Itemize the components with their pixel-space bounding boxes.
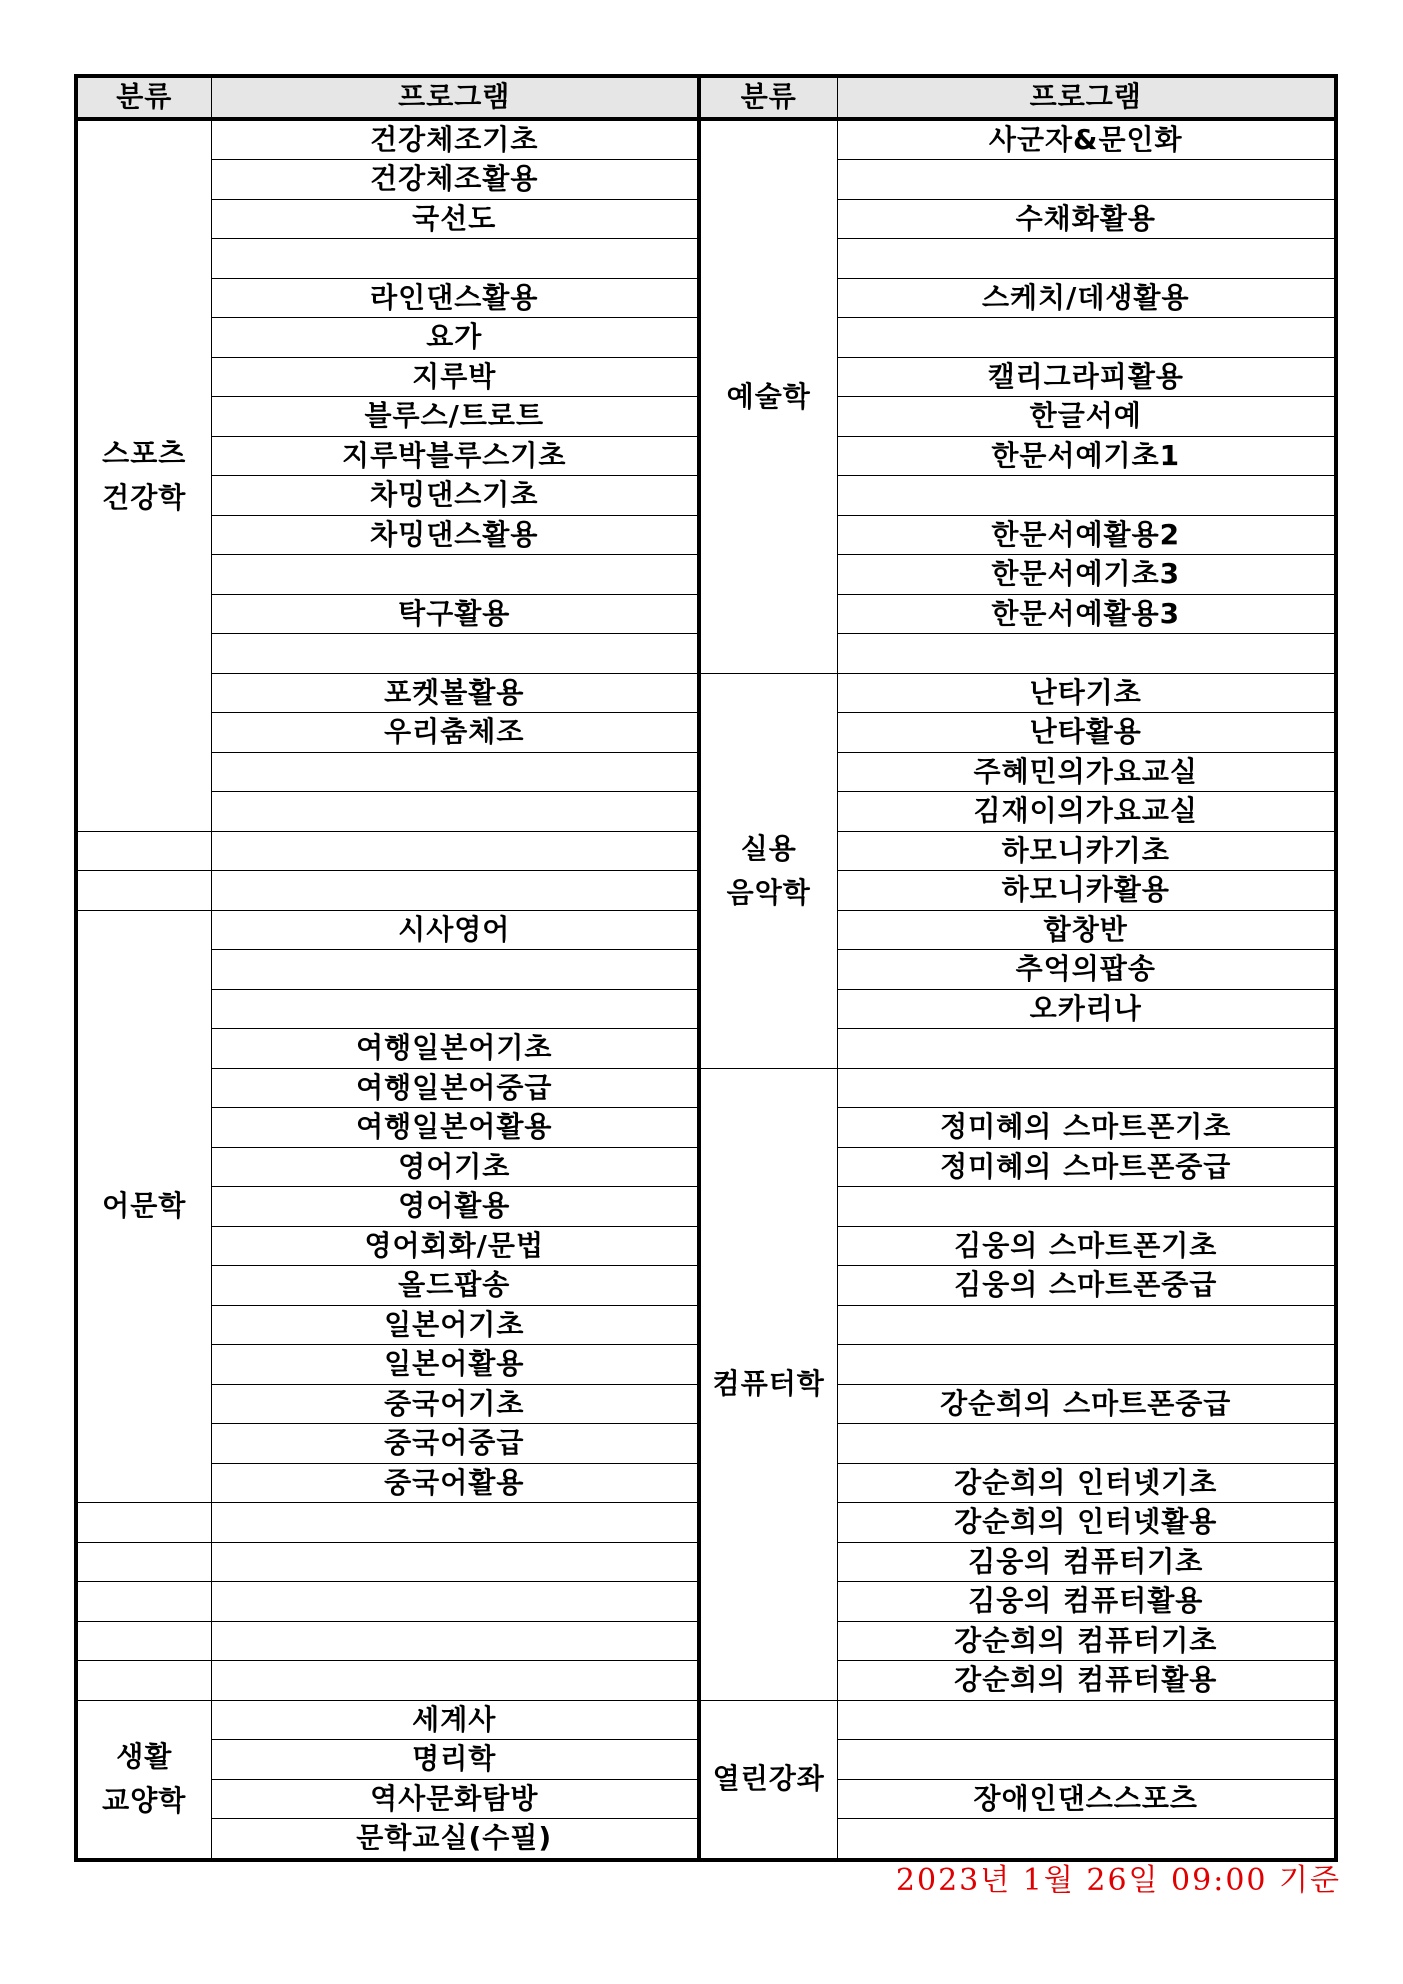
table-row bbox=[76, 1068, 1336, 1108]
left-program-cell: 건강체조활용 bbox=[211, 160, 699, 200]
right-program-cell: 사군자&문인화 bbox=[837, 119, 1336, 160]
program-table bbox=[74, 74, 1338, 1862]
right-program-cell: 강순희의 스마트폰중급 bbox=[837, 1384, 1336, 1424]
left-program-cell: 여행일본어기초 bbox=[211, 1029, 699, 1069]
left-program-cell: 요가 bbox=[211, 318, 699, 358]
left-program-cell: 중국어중급 bbox=[211, 1424, 699, 1464]
right-program-cell: 스케치/데생활용 bbox=[837, 278, 1336, 318]
right-program-cell: 난타활용 bbox=[837, 713, 1336, 753]
left-category-cell bbox=[76, 1582, 211, 1622]
right-program-cell: 캘리그라피활용 bbox=[837, 357, 1336, 397]
right-program-cell bbox=[837, 1819, 1336, 1860]
right-program-cell: 하모니카기초 bbox=[837, 831, 1336, 871]
left-program-cell bbox=[211, 1503, 699, 1543]
left-program-cell bbox=[211, 792, 699, 832]
left-program-cell: 포켓볼활용 bbox=[211, 673, 699, 713]
right-program-cell bbox=[837, 318, 1336, 358]
header-program-left: 프로그램 bbox=[211, 76, 699, 119]
left-category-cell bbox=[76, 831, 211, 871]
right-category-cell: 열린강좌 bbox=[699, 1700, 837, 1860]
right-program-cell: 강순희의 인터넷활용 bbox=[837, 1503, 1336, 1543]
left-program-cell: 중국어기초 bbox=[211, 1384, 699, 1424]
right-program-cell: 한글서예 bbox=[837, 397, 1336, 437]
right-program-cell: 하모니카활용 bbox=[837, 871, 1336, 911]
right-program-cell bbox=[837, 1424, 1336, 1464]
left-program-cell bbox=[211, 989, 699, 1029]
left-program-cell: 지루박블루스기초 bbox=[211, 436, 699, 476]
right-program-cell bbox=[837, 476, 1336, 516]
right-program-cell: 정미혜의 스마트폰중급 bbox=[837, 1147, 1336, 1187]
left-program-cell bbox=[211, 871, 699, 911]
left-program-cell: 차밍댄스활용 bbox=[211, 515, 699, 555]
right-category-cell: 예술학 bbox=[699, 119, 837, 674]
left-program-cell: 일본어활용 bbox=[211, 1345, 699, 1385]
left-program-cell bbox=[211, 752, 699, 792]
left-program-cell: 영어회화/문법 bbox=[211, 1226, 699, 1266]
left-program-cell: 국선도 bbox=[211, 199, 699, 239]
left-program-cell bbox=[211, 1621, 699, 1661]
left-program-cell: 탁구활용 bbox=[211, 594, 699, 634]
header-program-right: 프로그램 bbox=[837, 76, 1336, 119]
right-program-cell: 김웅의 컴퓨터활용 bbox=[837, 1582, 1336, 1622]
left-program-cell bbox=[211, 950, 699, 990]
right-program-cell: 수채화활용 bbox=[837, 199, 1336, 239]
left-category-cell bbox=[76, 1542, 211, 1582]
right-program-cell: 합창반 bbox=[837, 910, 1336, 950]
right-program-cell bbox=[837, 1068, 1336, 1108]
left-program-cell: 라인댄스활용 bbox=[211, 278, 699, 318]
left-program-cell: 올드팝송 bbox=[211, 1266, 699, 1306]
table-row bbox=[76, 1700, 1336, 1740]
left-category-cell: 스포츠 건강학 bbox=[76, 119, 211, 832]
left-program-cell bbox=[211, 1542, 699, 1582]
left-program-cell: 여행일본어활용 bbox=[211, 1108, 699, 1148]
left-program-cell: 영어기초 bbox=[211, 1147, 699, 1187]
left-program-cell: 차밍댄스기초 bbox=[211, 476, 699, 516]
right-program-cell bbox=[837, 1345, 1336, 1385]
right-program-cell: 한문서예기초3 bbox=[837, 555, 1336, 595]
right-program-cell bbox=[837, 634, 1336, 674]
right-program-cell bbox=[837, 1740, 1336, 1780]
right-program-cell: 한문서예활용2 bbox=[837, 515, 1336, 555]
right-program-cell: 정미혜의 스마트폰기초 bbox=[837, 1108, 1336, 1148]
right-program-cell: 장애인댄스스포츠 bbox=[837, 1779, 1336, 1819]
left-program-cell: 건강체조기초 bbox=[211, 119, 699, 160]
right-program-cell: 한문서예활용3 bbox=[837, 594, 1336, 634]
right-program-cell: 강순희의 컴퓨터기초 bbox=[837, 1621, 1336, 1661]
right-program-cell: 난타기초 bbox=[837, 673, 1336, 713]
left-program-cell: 블루스/트로트 bbox=[211, 397, 699, 437]
header-category-right: 분류 bbox=[699, 76, 837, 119]
left-program-cell: 세계사 bbox=[211, 1700, 699, 1740]
right-program-cell bbox=[837, 239, 1336, 279]
left-program-cell bbox=[211, 555, 699, 595]
right-program-cell: 김웅의 컴퓨터기초 bbox=[837, 1542, 1336, 1582]
left-category-cell: 어문학 bbox=[76, 910, 211, 1503]
left-program-cell bbox=[211, 831, 699, 871]
right-program-cell: 강순희의 인터넷기초 bbox=[837, 1463, 1336, 1503]
table-row bbox=[76, 673, 1336, 713]
table-header-row bbox=[76, 76, 1336, 119]
header-category-left: 분류 bbox=[76, 76, 211, 119]
left-program-cell bbox=[211, 1661, 699, 1701]
left-program-cell bbox=[211, 634, 699, 674]
left-program-cell: 역사문화탐방 bbox=[211, 1779, 699, 1819]
right-program-cell: 강순희의 컴퓨터활용 bbox=[837, 1661, 1336, 1701]
left-program-cell bbox=[211, 239, 699, 279]
right-program-cell bbox=[837, 1029, 1336, 1069]
left-program-cell: 지루박 bbox=[211, 357, 699, 397]
right-program-cell: 주혜민의가요교실 bbox=[837, 752, 1336, 792]
right-program-cell bbox=[837, 1305, 1336, 1345]
right-program-cell: 한문서예기초1 bbox=[837, 436, 1336, 476]
right-program-cell: 김재이의가요교실 bbox=[837, 792, 1336, 832]
left-category-cell: 생활 교양학 bbox=[76, 1700, 211, 1860]
left-category-cell bbox=[76, 1621, 211, 1661]
right-program-cell: 오카리나 bbox=[837, 989, 1336, 1029]
right-program-cell bbox=[837, 160, 1336, 200]
left-program-cell: 여행일본어중급 bbox=[211, 1068, 699, 1108]
left-program-cell: 시사영어 bbox=[211, 910, 699, 950]
right-program-cell: 김웅의 스마트폰기초 bbox=[837, 1226, 1336, 1266]
right-program-cell bbox=[837, 1187, 1336, 1227]
right-program-cell bbox=[837, 1700, 1336, 1740]
left-category-cell bbox=[76, 1661, 211, 1701]
right-category-cell: 실용 음악학 bbox=[699, 673, 837, 1068]
left-program-cell: 영어활용 bbox=[211, 1187, 699, 1227]
basis-timestamp: 2023년 1월 26일 09:00 기준 bbox=[895, 1863, 1341, 1898]
left-program-cell bbox=[211, 1582, 699, 1622]
right-category-cell: 컴퓨터학 bbox=[699, 1068, 837, 1700]
right-program-cell: 김웅의 스마트폰중급 bbox=[837, 1266, 1336, 1306]
left-program-cell: 문학교실(수필) bbox=[211, 1819, 699, 1860]
left-program-cell: 일본어기초 bbox=[211, 1305, 699, 1345]
left-program-cell: 우리춤체조 bbox=[211, 713, 699, 753]
right-program-cell: 추억의팝송 bbox=[837, 950, 1336, 990]
left-program-cell: 명리학 bbox=[211, 1740, 699, 1780]
left-category-cell bbox=[76, 871, 211, 911]
table-row bbox=[76, 119, 1336, 160]
left-category-cell bbox=[76, 1503, 211, 1543]
left-program-cell: 중국어활용 bbox=[211, 1463, 699, 1503]
